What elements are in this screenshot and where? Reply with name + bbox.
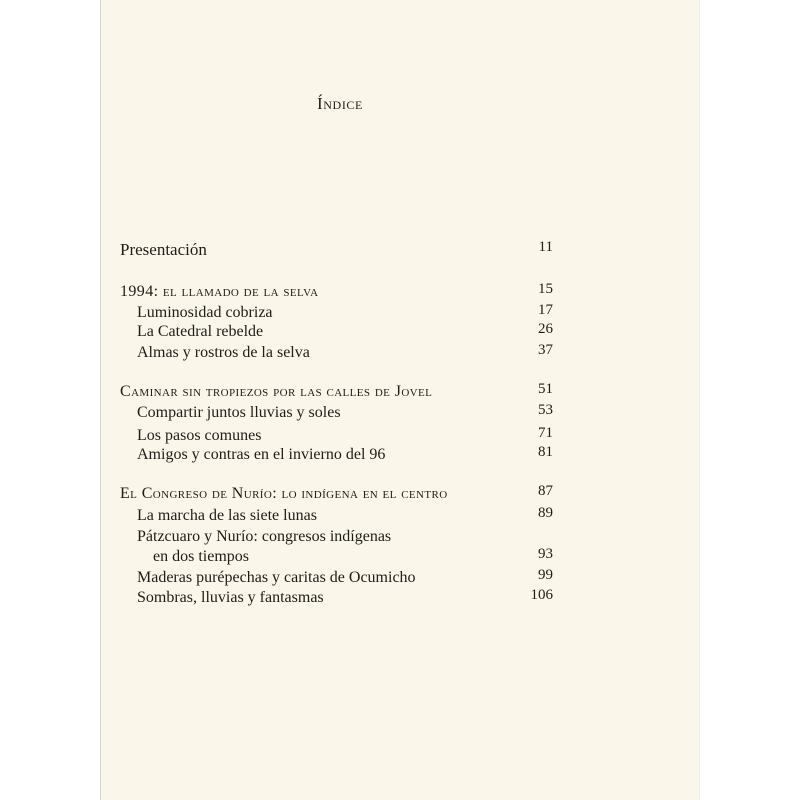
page-number: 81 <box>538 444 553 460</box>
entry-title: La Catedral rebelde <box>137 323 264 340</box>
entry-title: Compartir juntos lluvias y soles <box>137 404 341 421</box>
toc-item <box>0 343 800 363</box>
entry-title: Sombras, lluvias y fantasmas <box>137 589 324 606</box>
entry-title: La marcha de las siete lunas <box>137 507 317 524</box>
section-title: El Congreso de Nurío: lo indígena en el centro <box>120 485 448 502</box>
page-number: 37 <box>538 342 553 358</box>
section-title: 1994: el llamado de la selva <box>120 283 319 300</box>
page-number: 53 <box>538 402 553 418</box>
toc-item <box>0 506 800 526</box>
page-number: 106 <box>530 587 553 603</box>
toc-item <box>0 322 800 342</box>
toc-item <box>0 426 800 446</box>
toc-item <box>0 568 800 588</box>
entry-title: Pátzcuaro y Nurío: congresos indígenas <box>137 528 392 545</box>
page-number: 71 <box>538 425 553 441</box>
toc-item <box>0 527 800 547</box>
page-number: 89 <box>538 505 553 521</box>
entry-title: Almas y rostros de la selva <box>137 344 310 361</box>
toc-item <box>0 445 800 465</box>
entry-title: Presentación <box>120 240 207 259</box>
toc-item <box>0 303 800 323</box>
page-number: 11 <box>538 239 553 255</box>
section-title: Caminar sin tropiezos por las calles de Jovel <box>120 383 433 400</box>
page-number: 87 <box>538 483 553 499</box>
page-number: 93 <box>538 546 553 562</box>
entry-title: Amigos y contras en el invierno del 96 <box>137 446 386 463</box>
entry-title: Los pasos comunes <box>137 427 262 444</box>
toc-entry-presentation <box>0 240 800 260</box>
toc-section-heading <box>0 484 800 504</box>
entry-title: Maderas purépechas y caritas de Ocumicho <box>137 569 416 586</box>
page-number: 99 <box>538 567 553 583</box>
toc-item <box>0 588 800 608</box>
toc-section-heading <box>0 382 800 402</box>
entry-title-continuation: en dos tiempos <box>153 548 249 565</box>
page-number: 17 <box>538 302 553 318</box>
entry-title: Luminosidad cobriza <box>137 304 273 321</box>
page-number: 15 <box>538 281 553 297</box>
page-number: 51 <box>538 381 553 397</box>
toc-item <box>0 403 800 423</box>
toc-item-continuation <box>0 547 800 567</box>
toc-section-heading <box>0 282 800 302</box>
page-number: 26 <box>538 321 553 337</box>
page-title: Índice <box>317 94 363 113</box>
